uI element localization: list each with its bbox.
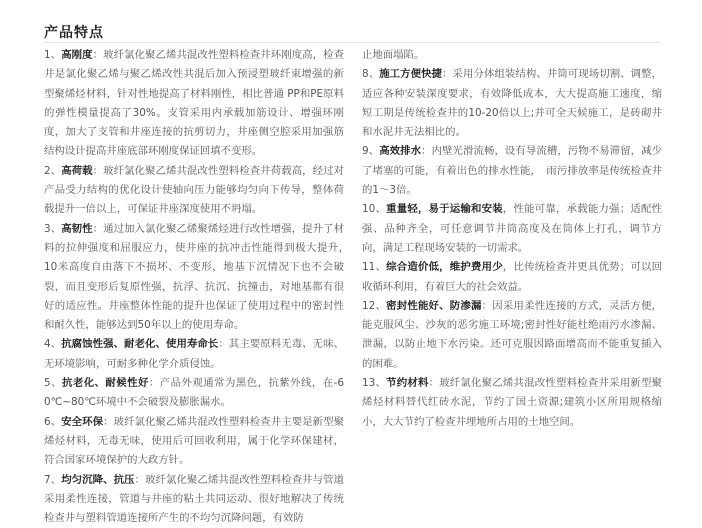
feature-heading: 均匀沉降、抗压: [61, 473, 135, 486]
feature-number: 13、: [362, 377, 387, 390]
section-title: 产品特点: [44, 25, 104, 41]
feature-text: 产品外观通常为黑色，抗紫外线，在-60℃~80℃环境中不会破裂及膨胀漏水。: [44, 377, 345, 409]
feature-item-2: [44, 162, 344, 220]
feature-heading: 施工方便快捷: [379, 68, 443, 81]
feature-text: 玻纤氯化聚乙烯共混改性塑料检查井与管道采用柔性连接，管道与井座的粘土共同运动、很好地解决了传统检查井与塑料管道连接所产生的不均匀沉降问题，有效防: [44, 473, 345, 525]
title-divider: [44, 42, 660, 43]
feature-text: 内壁光滑流畅，设有导流槽，污物不易滞留，减少了堵塞的可能，有着出色的排水性能， 雨污排放率是传统检查井的1～3倍。: [362, 145, 663, 197]
feature-text: 玻纤氯化聚乙烯共混改性塑料检查井环刚度高，检查井是氯化聚乙烯与聚乙烯改性共混后加入预浸塑玻纤束增强的新型聚烯烃材料，针对性地提高了材料刚性，相比普通 PP和PE原料的弹性模量提高了30%。支管采用内承载加筋设计、增强环刚度，加大了支管和井座连接的抗剪切力，井座侧空腔采用加强筋结构设计提高井座底部环刚度保证回填不变形。: [44, 49, 345, 158]
feature-number: 2、: [44, 164, 62, 177]
feature-number: 3、: [44, 222, 62, 235]
feature-number: 12、: [362, 299, 387, 312]
feature-separator: ：: [92, 222, 104, 235]
feature-text: 因采用柔性连接的方式，灵活方便，能克服风尘、沙灰的恶劣施工环境;密封性好能杜绝雨污水渗漏、泄漏，以防止地下水污染。还可克服因路面增高而不能重复插入的困难。: [362, 299, 663, 370]
features-column-right: [362, 46, 662, 432]
feature-text: 比传统检查井更具优势；可以回收循环利用，有着巨大的社会效益。: [362, 261, 663, 293]
feature-item-13: [362, 374, 662, 432]
feature-item-7: [44, 471, 344, 528]
feature-text: 性能可靠，承载能力强；适配性强、品种齐全，可任意调节井筒高度及在筒体上打孔，调节方向，满足工程现场安装的一切需求。: [362, 203, 663, 254]
feature-heading: 安全环保: [61, 415, 104, 428]
feature-text: 通过加入氯化聚乙烯聚烯烃进行改性增强，提升了材料的拉伸强度和屈服应力，使井座的抗冲击性能得到极大提升， 10米高度自由落下不损坏、不变形，地基下沉情况下也不会破裂，而且变形后复原性强，抗浮、抗沉、抗撞击，对地基都有很好的适应性。井座整体性能的提升也保证了使用过程中的密封性和耐久性，能够达到50年以上的使用寿命。: [44, 222, 355, 332]
feature-heading: 高刚度: [61, 49, 93, 61]
feature-item-1: [44, 46, 344, 162]
feature-separator: ：: [428, 377, 440, 390]
feature-item-7-continued: [362, 46, 662, 65]
feature-separator: ：: [421, 145, 432, 158]
feature-number: 10、: [362, 203, 387, 216]
feature-item-6: [44, 413, 344, 471]
feature-item-5: [44, 374, 344, 413]
feature-separator: ：: [218, 338, 229, 351]
feature-text: 其主要原料无毒、无味、无环境影响，可耐多种化学介质侵蚀。: [44, 338, 345, 370]
feature-heading: 高韧性: [61, 222, 93, 235]
feature-number: 6、: [44, 415, 62, 428]
feature-text: 采用分体组装结构、井筒可现场切割、调整，适应各种安装深度要求，有效降低成本，大大提高施工速度，缩短工期是传统检查井的10-20倍以上;并可全天候施工，是砖砌井和水泥井无法相比的。: [362, 68, 663, 139]
feature-heading: 综合造价低，维护费用少: [386, 261, 503, 274]
feature-item-4: [44, 335, 344, 374]
feature-item-11: [362, 258, 662, 297]
feature-number: 1、: [44, 49, 62, 61]
feature-separator: ：: [134, 473, 146, 486]
feature-text: 玻纤氯化聚乙烯共混改性塑料检查井荷载高，经过对产品受力结构的优化设计使轴向压力能够均匀向下传导，整体荷载提升一倍以上，可保证井座深度使用不坍塌。: [44, 164, 345, 216]
feature-heading: 重量轻，易于运输和安装: [386, 203, 503, 216]
feature-text: 止地面塌陷。: [362, 49, 425, 61]
feature-item-9: [362, 142, 662, 200]
feature-item-10: [362, 200, 662, 258]
feature-separator: ：: [92, 164, 104, 177]
feature-number: 4、: [44, 338, 62, 351]
feature-number: 8、: [362, 68, 380, 81]
feature-separator: ：: [92, 49, 104, 61]
feature-heading: 高效排水: [379, 145, 422, 158]
feature-number: 5、: [44, 377, 62, 390]
feature-separator: ，: [502, 203, 514, 216]
feature-item-8: [362, 65, 662, 142]
features-column-left: [44, 46, 355, 528]
feature-heading: 抗腐蚀性强、耐老化、使用寿命长: [61, 338, 219, 351]
feature-heading: 节约材料: [386, 377, 429, 390]
feature-heading: 抗老化、耐候性好: [61, 377, 149, 390]
feature-number: 9、: [362, 145, 380, 158]
feature-item-3: [44, 220, 355, 336]
feature-separator: ：: [442, 68, 453, 81]
feature-separator: ：: [481, 299, 493, 312]
feature-text: 玻纤氯化聚乙烯共混改性塑料检查井采用新型聚烯烃材料替代红砖水泥，节约了国土资源;建筑小区所用规格缩小，大大节约了检查井埋地所占用的土地空间。: [362, 377, 662, 428]
feature-number: 11、: [362, 261, 387, 274]
feature-heading: 高荷载: [61, 164, 93, 177]
feature-text: 玻纤氯化聚乙烯共混改性塑料检查井主要是新型聚烯烃材料，无毒无味，使用后可回收利用，属于化学环保建材，符合国家环境保护的大政方针。: [44, 415, 345, 467]
feature-heading: 密封性能好、防渗漏: [386, 299, 482, 312]
feature-item-12: [362, 297, 662, 374]
feature-separator: ，: [502, 261, 514, 274]
feature-separator: ：: [148, 377, 160, 390]
feature-number: 7、: [44, 473, 62, 486]
feature-separator: ：: [103, 415, 114, 428]
